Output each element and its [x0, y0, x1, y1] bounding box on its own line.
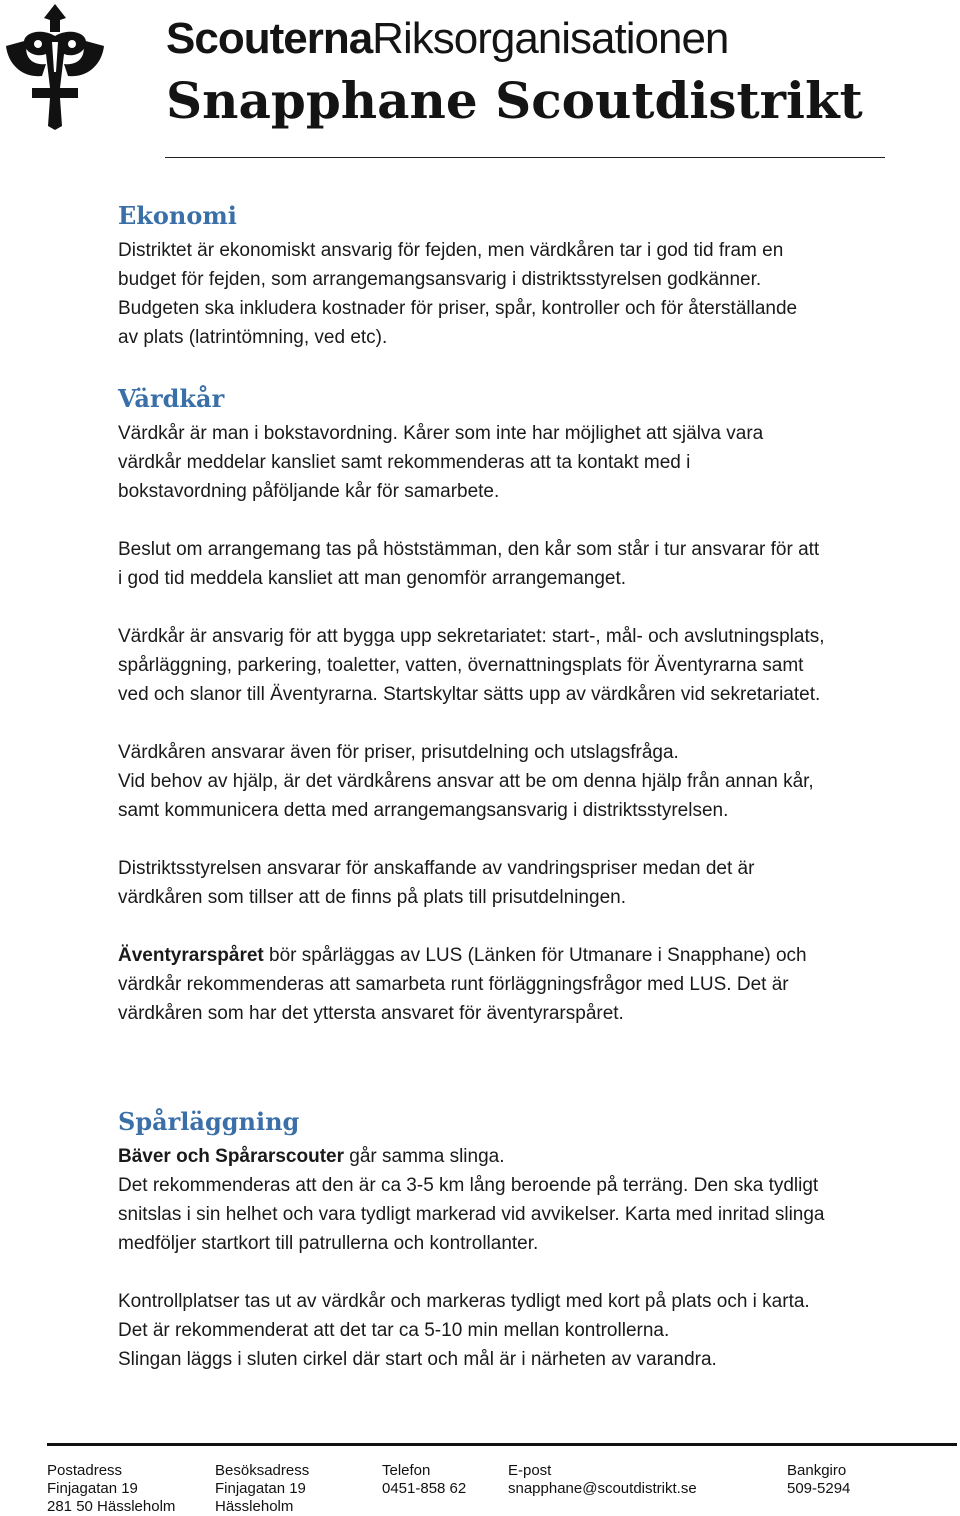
section-heading-vardkar: Värdkår — [118, 384, 225, 413]
section-vardkar — [118, 379, 938, 1028]
section-ekonomi — [118, 196, 938, 352]
footer-label: Bankgiro — [787, 1462, 847, 1479]
bold-term: Bäver och Spårarscouter — [118, 1146, 344, 1167]
footer-label: Postadress — [47, 1462, 123, 1479]
footer-value: 281 50 Hässleholm — [47, 1498, 176, 1515]
footer — [0, 1442, 960, 1516]
header-divider — [165, 157, 885, 158]
letterhead — [0, 0, 960, 170]
district-name: Snapphane Scoutdistrikt — [166, 71, 863, 130]
footer-value: Hässleholm — [215, 1498, 294, 1515]
paragraph — [118, 1142, 938, 1258]
paragraph: Beslut om arrangemang tas på höststämman, den kår som står i tur ansvarar för att i god tid meddela kansliet att man genomför arrangemanget. — [118, 539, 820, 589]
paragraph: Distriktet är ekonomiskt ansvarig för fejden, men värdkåren tar i god tid fram en budget för fejden, som arrangemangsansvarig i distriktsstyrelsen godkänner. Budgeten ska inkludera kostnader för priser, spår, kontroller och för återställande av plats (latrintömning, ved etc). — [118, 240, 798, 348]
scout-lily-emblem-icon — [2, 2, 108, 130]
footer-besoksadress — [215, 1462, 309, 1516]
footer-value: 0451-858 62 — [382, 1480, 467, 1497]
org-name-light: Riksorganisationen — [372, 14, 729, 63]
paragraph — [118, 941, 938, 1028]
footer-label: Besöksadress — [215, 1462, 310, 1479]
paragraph-text: går samma slinga. Det rekommenderas att den är ca 3-5 km lång beroende på terräng. Den ska tydligt snitslas i sin helhet och vara tydligt markerad vid avvikelser. Karta med inritad slinga medföljer startkort till patrullerna och kontrollanter. — [118, 1146, 825, 1254]
section-heading-sparlaggning: Spårläggning — [118, 1107, 300, 1136]
paragraph: Värdkår är ansvarig för att bygga upp sekretariatet: start-, mål- och avslutningsplats, spårläggning, parkering, toaletter, vatten, övernattningsplats för Äventyrarna samt ved och slanor till Äventyrarna. Startskyltar sätts upp av värdkåren vid sekretariatet. — [118, 626, 825, 705]
section-sparlaggning — [118, 1102, 938, 1374]
footer-value: 509-5294 — [787, 1480, 851, 1497]
footer-label: E-post — [508, 1462, 552, 1479]
paragraph: Värdkåren ansvarar även för priser, prisutdelning och utslagsfråga. Vid behov av hjälp, är det värdkårens ansvar att be om denna hjälp från annan kår, samt kommunicera detta med arrangemangsansvarig i distriktsstyrelsen. — [118, 742, 814, 821]
footer-value: Finjagatan 19 — [47, 1480, 138, 1497]
footer-label: Telefon — [382, 1462, 431, 1479]
paragraph-text: bör spårläggas av LUS (Länken för Utmanare i Snapphane) och värdkår rekommenderas att samarbeta runt förläggningsfrågor med LUS. Det är värdkåren som har det yttersta ansvaret för äventyrarspåret. — [118, 945, 807, 1024]
paragraph: Värdkår är man i bokstavordning. Kårer som inte har möjlighet att själva vara värdkår meddelar kansliet samt rekommenderas att ta kontakt med i bokstavordning påföljande kår för samarbete. — [118, 423, 764, 502]
footer-divider — [47, 1443, 957, 1446]
footer-postadress — [47, 1462, 175, 1516]
footer-bankgiro — [787, 1462, 850, 1498]
org-name-strong: Scouterna — [166, 14, 373, 63]
footer-value: Finjagatan 19 — [215, 1480, 306, 1497]
footer-telefon — [382, 1462, 466, 1498]
bold-term: Äventyrarspåret — [118, 945, 264, 966]
footer-email-link[interactable]: snapphane@scoutdistrikt.se — [508, 1480, 697, 1497]
footer-epost — [508, 1462, 697, 1498]
document-body — [118, 196, 938, 1374]
org-name — [166, 12, 728, 66]
paragraph: Kontrollplatser tas ut av värdkår och markeras tydligt med kort på plats och i karta. Det är rekommenderat att det tar ca 5-10 min mellan kontrollerna. Slingan läggs i sluten cirkel där start och mål är i närheten av varandra. — [118, 1291, 810, 1370]
section-heading-ekonomi: Ekonomi — [118, 201, 237, 230]
paragraph: Distriktsstyrelsen ansvarar för anskaffande av vandringspriser medan det är värdkåren som tillser att de finns på plats till prisutdelningen. — [118, 858, 755, 908]
